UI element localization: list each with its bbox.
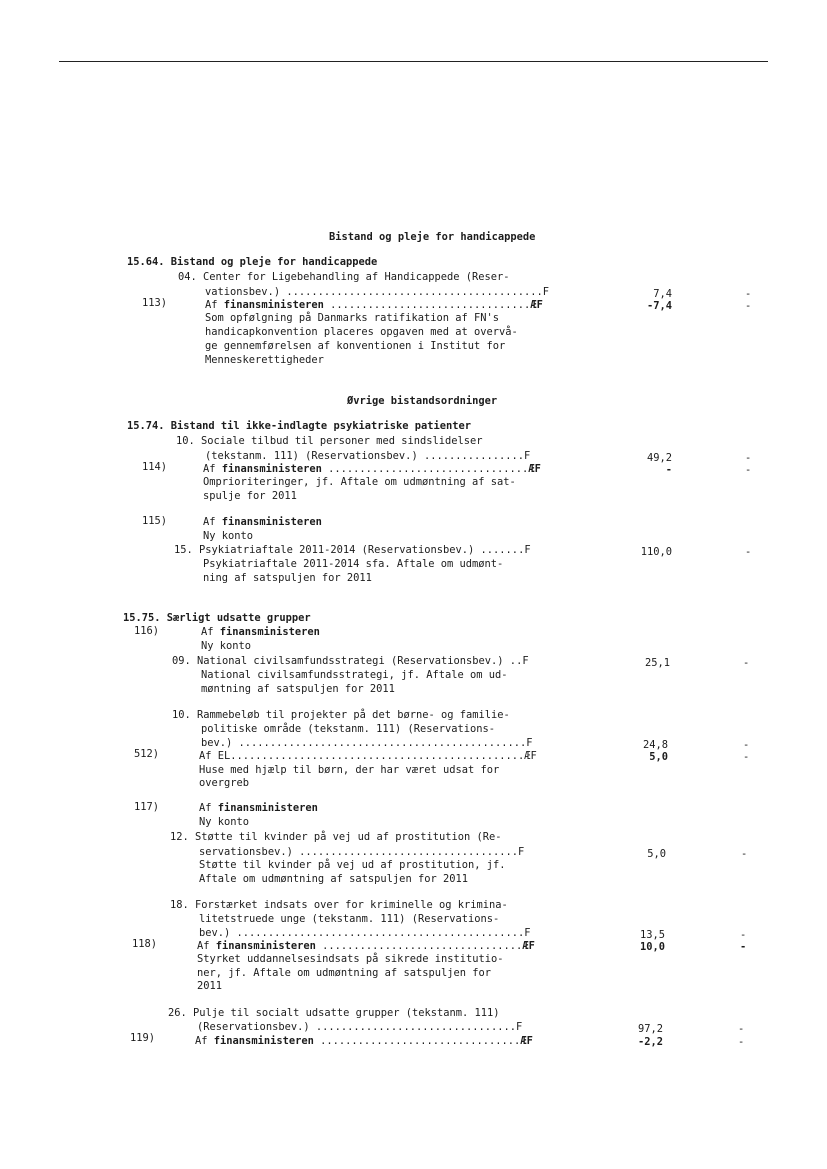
af-el: Af EL...............................................ÆF <box>199 750 537 762</box>
line-09: 09. National civilsamfundsstrategi (Reservationsbev.) ..F <box>172 655 529 667</box>
value-119: -2,2 <box>637 1036 663 1048</box>
line-04b: vationsbev.) .........................................F <box>205 286 550 298</box>
af-117: Af finansministeren <box>199 802 318 814</box>
note-15-2: ning af satspuljen for 2011 <box>203 572 372 584</box>
note-113-3: ge gennemførelsen af konventionen i Institut for <box>205 340 506 352</box>
heading-ovrige: Øvrige bistandsordninger <box>347 395 498 407</box>
ref-119: 119) <box>130 1032 156 1044</box>
af-116: Af finansministeren <box>201 626 320 638</box>
section-15-75-title: 15.75. Særligt udsatte grupper <box>123 612 311 624</box>
ref-116: 116) <box>134 625 160 637</box>
line-18b: litetstruede unge (tekstanm. 111) (Reservations- <box>199 913 500 925</box>
line-12a: 12. Støtte til kvinder på vej ud af prostitution (Re- <box>170 831 502 843</box>
line-18a: 18. Forstærket indsats over for kriminelle og krimina- <box>170 899 508 911</box>
ref-114: 114) <box>142 461 168 473</box>
note-12-2: Aftale om udmøntning af satspuljen for 2011 <box>199 873 468 885</box>
nykonto-117: Ny konto <box>199 816 250 828</box>
line-26a: 26. Pulje til socialt udsatte grupper (tekstanm. 111) <box>168 1007 500 1019</box>
value-118: 10,0 <box>639 941 665 953</box>
note-12-1: Støtte til kvinder på vej ud af prostitution, jf. <box>199 859 506 871</box>
nykonto-115: Ny konto <box>203 530 254 542</box>
value-18: 13,5 <box>639 929 665 941</box>
dash-04: - <box>745 288 752 300</box>
note-09-2: møntning af satspuljen for 2011 <box>201 683 395 695</box>
note-09-1: National civilsamfundsstrategi, jf. Aftale om ud- <box>201 669 508 681</box>
line-10b: (tekstanm. 111) (Reservationsbev.) ................F <box>205 450 531 462</box>
note-18-1: Styrket uddannelsesindsats på sikrede institutio- <box>197 953 504 965</box>
dash-114: - <box>745 464 752 476</box>
value-10: 49,2 <box>646 452 672 464</box>
dash-10-1575: - <box>743 739 750 751</box>
value-26: 97,2 <box>637 1023 663 1035</box>
dash-118: - <box>740 941 747 953</box>
note-18-2: ner, jf. Aftale om udmøntning af satspuljen for <box>197 967 492 979</box>
dash-18: - <box>740 929 747 941</box>
value-09: 25,1 <box>644 657 670 669</box>
ref-117: 117) <box>134 801 160 813</box>
value-12: 5,0 <box>647 848 666 860</box>
note-113-2: handicapkonvention placeres opgaven med at overvå- <box>205 326 518 338</box>
line-26b: (Reservationsbev.) ................................F <box>197 1021 523 1033</box>
dash-119: - <box>738 1036 745 1048</box>
dash-113: - <box>745 300 752 312</box>
line-15: 15. Psykiatriaftale 2011-2014 (Reservationsbev.) .......F <box>174 544 531 556</box>
note-15-1: Psykiatriaftale 2011-2014 sfa. Aftale om udmønt- <box>203 558 504 570</box>
section-15-64-title: 15.64. Bistand og pleje for handicappede <box>127 256 378 268</box>
dash-26: - <box>738 1023 745 1035</box>
ref-118: 118) <box>132 938 158 950</box>
value-114: - <box>665 464 672 476</box>
ref-115: 115) <box>142 515 168 527</box>
line-10a-1575: 10. Rammebeløb til projekter på det børne- og familie- <box>172 709 510 721</box>
line-12b: servationsbev.) ...................................F <box>199 846 525 858</box>
note-el-2: overgreb <box>199 777 250 789</box>
value-el: 5,0 <box>649 751 668 763</box>
note-113-1: Som opfølgning på Danmarks ratifikation af FN's <box>205 312 500 324</box>
dash-15: - <box>745 546 752 558</box>
af-115: Af finansministeren <box>203 516 322 528</box>
note-el-1: Huse med hjælp til børn, der har været udsat for <box>199 764 500 776</box>
line-10a: 10. Sociale tilbud til personer med sindslidelser <box>176 435 483 447</box>
heading-handicap: Bistand og pleje for handicappede <box>329 231 536 243</box>
note-18-3: 2011 <box>197 980 223 992</box>
line-10b-1575: politiske område (tekstanm. 111) (Reservations- <box>201 723 496 735</box>
note-114-2: spulje for 2011 <box>203 490 297 502</box>
value-04: 7,4 <box>653 288 672 300</box>
line-10c-1575: bev.) ..............................................F <box>201 737 533 749</box>
af-114: Af finansministeren ................................ÆF <box>203 463 541 475</box>
af-118: Af finansministeren ................................ÆF <box>197 940 535 952</box>
value-113: -7,4 <box>646 300 672 312</box>
line-18c: bev.) ..............................................F <box>199 927 531 939</box>
dash-09: - <box>743 657 750 669</box>
note-114-1: Omprioriteringer, jf. Aftale om udmøntning af sat- <box>203 476 516 488</box>
line-04a: 04. Center for Ligebehandling af Handicappede (Reser- <box>178 271 510 283</box>
dash-10: - <box>745 452 752 464</box>
value-15: 110,0 <box>640 546 672 558</box>
section-15-74-title: 15.74. Bistand til ikke-indlagte psykiatriske patienter <box>127 420 472 432</box>
dash-12: - <box>741 848 748 860</box>
af-113: Af finansministeren ................................ÆF <box>205 299 543 311</box>
value-10-1575: 24,8 <box>642 739 668 751</box>
dash-el: - <box>743 751 750 763</box>
header-rule <box>59 61 768 62</box>
note-113-4: Menneskerettigheder <box>205 354 324 366</box>
af-119: Af finansministeren ................................ÆF <box>195 1035 533 1047</box>
ref-512: 512) <box>134 748 160 760</box>
nykonto-116: Ny konto <box>201 640 252 652</box>
ref-113: 113) <box>142 297 168 309</box>
